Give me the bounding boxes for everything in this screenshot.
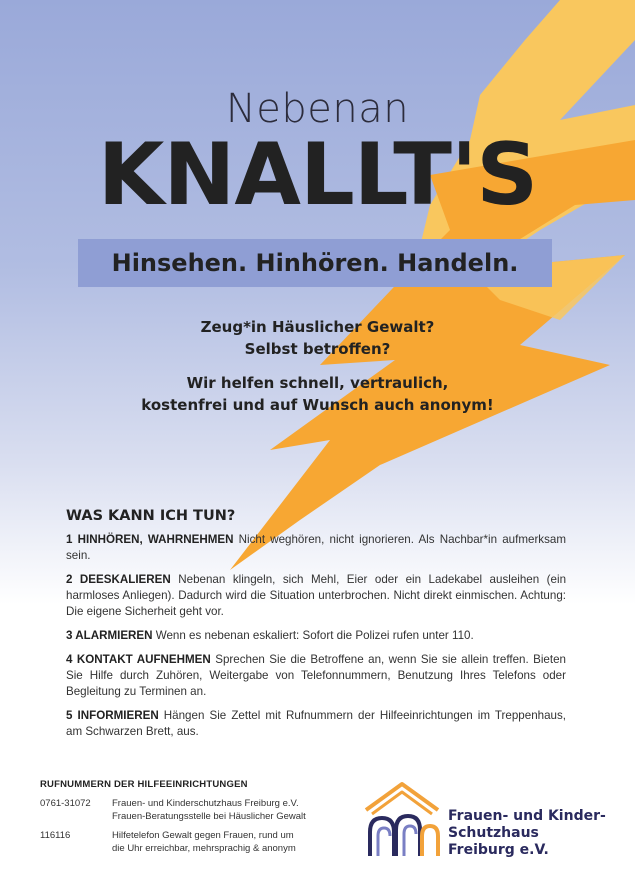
question-line-2: Selbst betroffen? (244, 340, 391, 358)
step-text: Wenn es nebenan eskaliert: Sofort die Polizei rufen unter 110. (152, 629, 474, 642)
step-text: Sprechen Sie die Betroffene an, wenn Sie sie allein treffen. Bieten Sie Hilfe durch Zuhören, Weitergabe von Telefonnummern, Benutzung Ihres Telefons oder Begleitung zu Terminen an. (66, 653, 566, 698)
step-text: Hängen Sie Zettel mit Rufnummern der Hilfeeinrichtungen im Treppenhaus, am Schwarzen Brett, aus. (66, 709, 566, 738)
hotlines-heading: RUFNUMMERN DER HILFEEINRICHTUNGEN (40, 779, 248, 790)
step-title: 4 KONTAKT AUFNEHMEN (66, 653, 211, 666)
guide-heading: WAS KANN ICH TUN? (66, 508, 236, 524)
house-logo-icon (362, 780, 442, 860)
slogan-text: Hinsehen. Hinhören. Handeln. (111, 249, 519, 277)
org-line-1: Frauen- und Kinder- (448, 808, 606, 824)
hotline-number: 116116 (40, 830, 71, 841)
question-line-1: Zeug*in Häuslicher Gewalt? (200, 318, 435, 336)
step-item (66, 628, 566, 644)
offer-line-2: kostenfrei und auf Wunsch auch anonym! (141, 396, 494, 414)
step-title: 2 DEESKALIEREN (66, 573, 171, 586)
step-title: 3 ALARMIEREN (66, 629, 153, 642)
intro-offer (0, 372, 635, 416)
step-item (66, 652, 566, 700)
main-title: KNALLT'S (97, 125, 538, 225)
hotline-description (112, 830, 352, 855)
step-text: Nicht weghören, nicht ignorieren. Als Nachbar*in aufmerksam sein. (66, 533, 567, 562)
step-item (66, 708, 566, 740)
step-item (66, 572, 566, 620)
step-text: Nebenan klingeln, sich Mehl, Eier oder ein Ladekabel ausleihen (ein harmloses Anliegen). Dadurch wird die Situation unterbrochen. Nicht direkt einmischen. Achtung: Die eigene Sicherheit geht vor. (66, 573, 567, 618)
hotline-desc-line-2: Frauen-Beratungsstelle bei Häuslicher Gewalt (112, 810, 306, 822)
hotline-desc-line-1: Frauen- und Kinderschutzhaus Freiburg e.V. (112, 798, 299, 809)
organization-name (448, 808, 606, 859)
hotline-number: 0761-31072 (40, 798, 91, 809)
slogan-bar (78, 239, 552, 287)
org-line-2: Schutzhaus (448, 825, 539, 841)
pre-title: Nebenan (225, 86, 410, 132)
step-item (66, 532, 566, 564)
step-title: 5 INFORMIEREN (66, 709, 159, 722)
hotline-description (112, 798, 352, 823)
step-title: 1 HINHÖREN, WAHRNEHMEN (66, 533, 234, 546)
org-line-3: Freiburg e.V. (448, 842, 549, 858)
hotline-desc-line-1: Hilfetelefon Gewalt gegen Frauen, rund um (112, 830, 294, 841)
guide-steps (66, 532, 566, 748)
intro-questions (0, 316, 635, 360)
hotline-desc-line-2: die Uhr erreichbar, mehrsprachig & anonym (112, 842, 296, 854)
offer-line-1: Wir helfen schnell, vertraulich, (186, 374, 449, 392)
